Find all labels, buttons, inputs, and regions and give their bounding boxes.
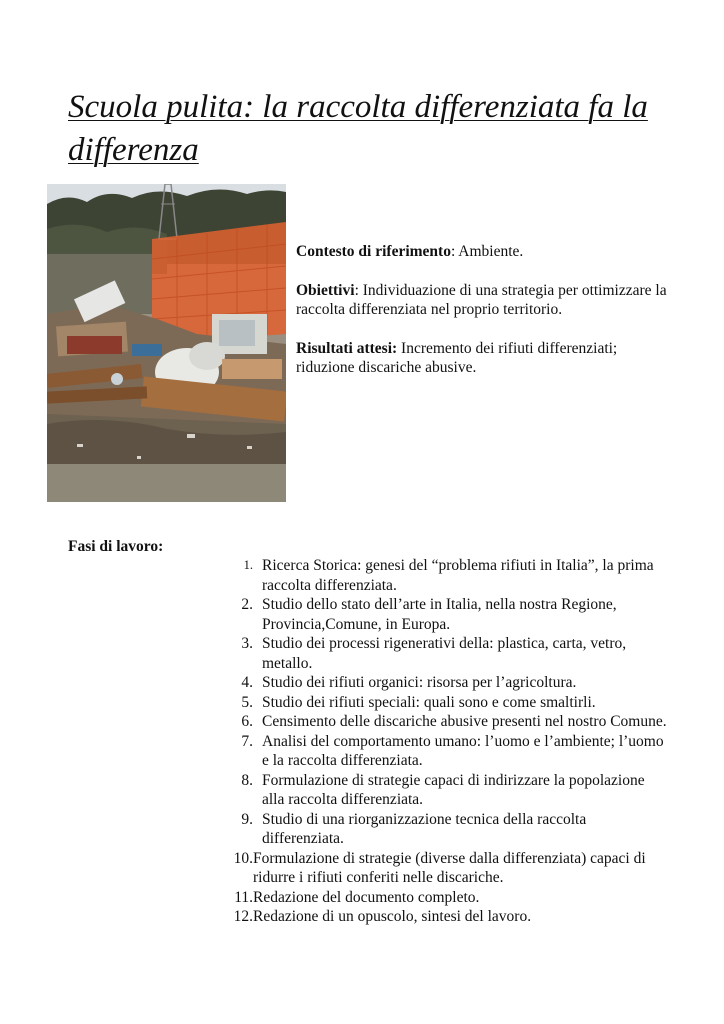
obiettivi-text: : Individuazione di una strategia per ottimizzare la raccolta differenziata nel proprio territorio. <box>296 281 667 318</box>
obiettivi-paragraph <box>296 281 676 320</box>
step-number: 6. <box>241 713 253 730</box>
step-number: 8. <box>241 771 253 789</box>
list-item <box>227 849 667 888</box>
step-number: 7. <box>241 732 253 750</box>
risultati-text: Incremento dei rifiuti differenziati; riduzione discariche abusive. <box>296 339 618 376</box>
list-item <box>227 712 667 732</box>
risultati-paragraph <box>296 339 676 378</box>
step-text: Redazione del documento completo. <box>253 888 480 906</box>
list-item <box>227 634 667 673</box>
step-text: Formulazione di strategie (diverse dalla differenziata) capaci di ridurre i rifiuti conferiti nelle discariche. <box>253 849 646 886</box>
list-item <box>227 771 667 810</box>
page-title: Scuola pulita: la raccolta differenziata fa la differenza <box>68 89 648 168</box>
contesto-label: Contesto di riferimento <box>296 243 451 260</box>
step-number: 1. <box>243 558 253 572</box>
step-text: Ricerca Storica: genesi del “problema rifiuti in Italia”, la prima raccolta differenziata. <box>262 557 654 594</box>
step-text: Censimento delle discariche abusive presenti nel nostro Comune. <box>262 713 667 730</box>
list-item <box>227 907 667 927</box>
step-number: 3. <box>241 635 253 652</box>
step-text: Studio dei processi rigenerativi della: plastica, carta, vetro, metallo. <box>262 635 627 672</box>
step-text: Studio dei rifiuti organici: risorsa per l’agricoltura. <box>262 674 577 691</box>
risultati-label: Risultati attesi: <box>296 339 398 357</box>
step-number: 2. <box>241 596 253 613</box>
step-number: 12. <box>233 908 253 925</box>
step-number: 5. <box>241 693 253 711</box>
obiettivi-label: Obiettivi <box>296 281 355 299</box>
step-number: 10. <box>233 849 253 867</box>
work-phases-list <box>227 556 667 927</box>
illegal-dump-photo <box>47 184 286 502</box>
step-text: Studio dello stato dell’arte in Italia, nella nostra Regione, Provincia,Comune, in Europa. <box>262 596 617 633</box>
step-text: Formulazione di strategie capaci di indirizzare la popolazione alla raccolta differenziata. <box>262 771 645 808</box>
step-text: Redazione di un opuscolo, sintesi del lavoro. <box>253 908 532 925</box>
list-item <box>227 732 667 771</box>
contesto-text: : Ambiente. <box>450 243 524 260</box>
step-number: 11. <box>234 888 253 906</box>
list-item <box>227 888 667 908</box>
step-text: Studio dei rifiuti speciali: quali sono e come smaltirli. <box>262 693 596 711</box>
list-item <box>227 810 667 849</box>
step-number: 9. <box>241 810 253 828</box>
contesto-paragraph <box>296 242 676 262</box>
project-info <box>296 242 676 397</box>
step-text: Studio di una riorganizzazione tecnica della raccolta differenziata. <box>262 810 587 847</box>
list-item <box>227 693 667 713</box>
list-item <box>227 556 667 595</box>
fasi-heading: Fasi di lavoro: <box>68 538 164 555</box>
list-item <box>227 673 667 693</box>
list-item <box>227 595 667 634</box>
step-number: 4. <box>241 674 253 691</box>
step-text: Analisi del comportamento umano: l’uomo e l’ambiente; l’uomo e la raccolta differenziata. <box>262 732 664 769</box>
